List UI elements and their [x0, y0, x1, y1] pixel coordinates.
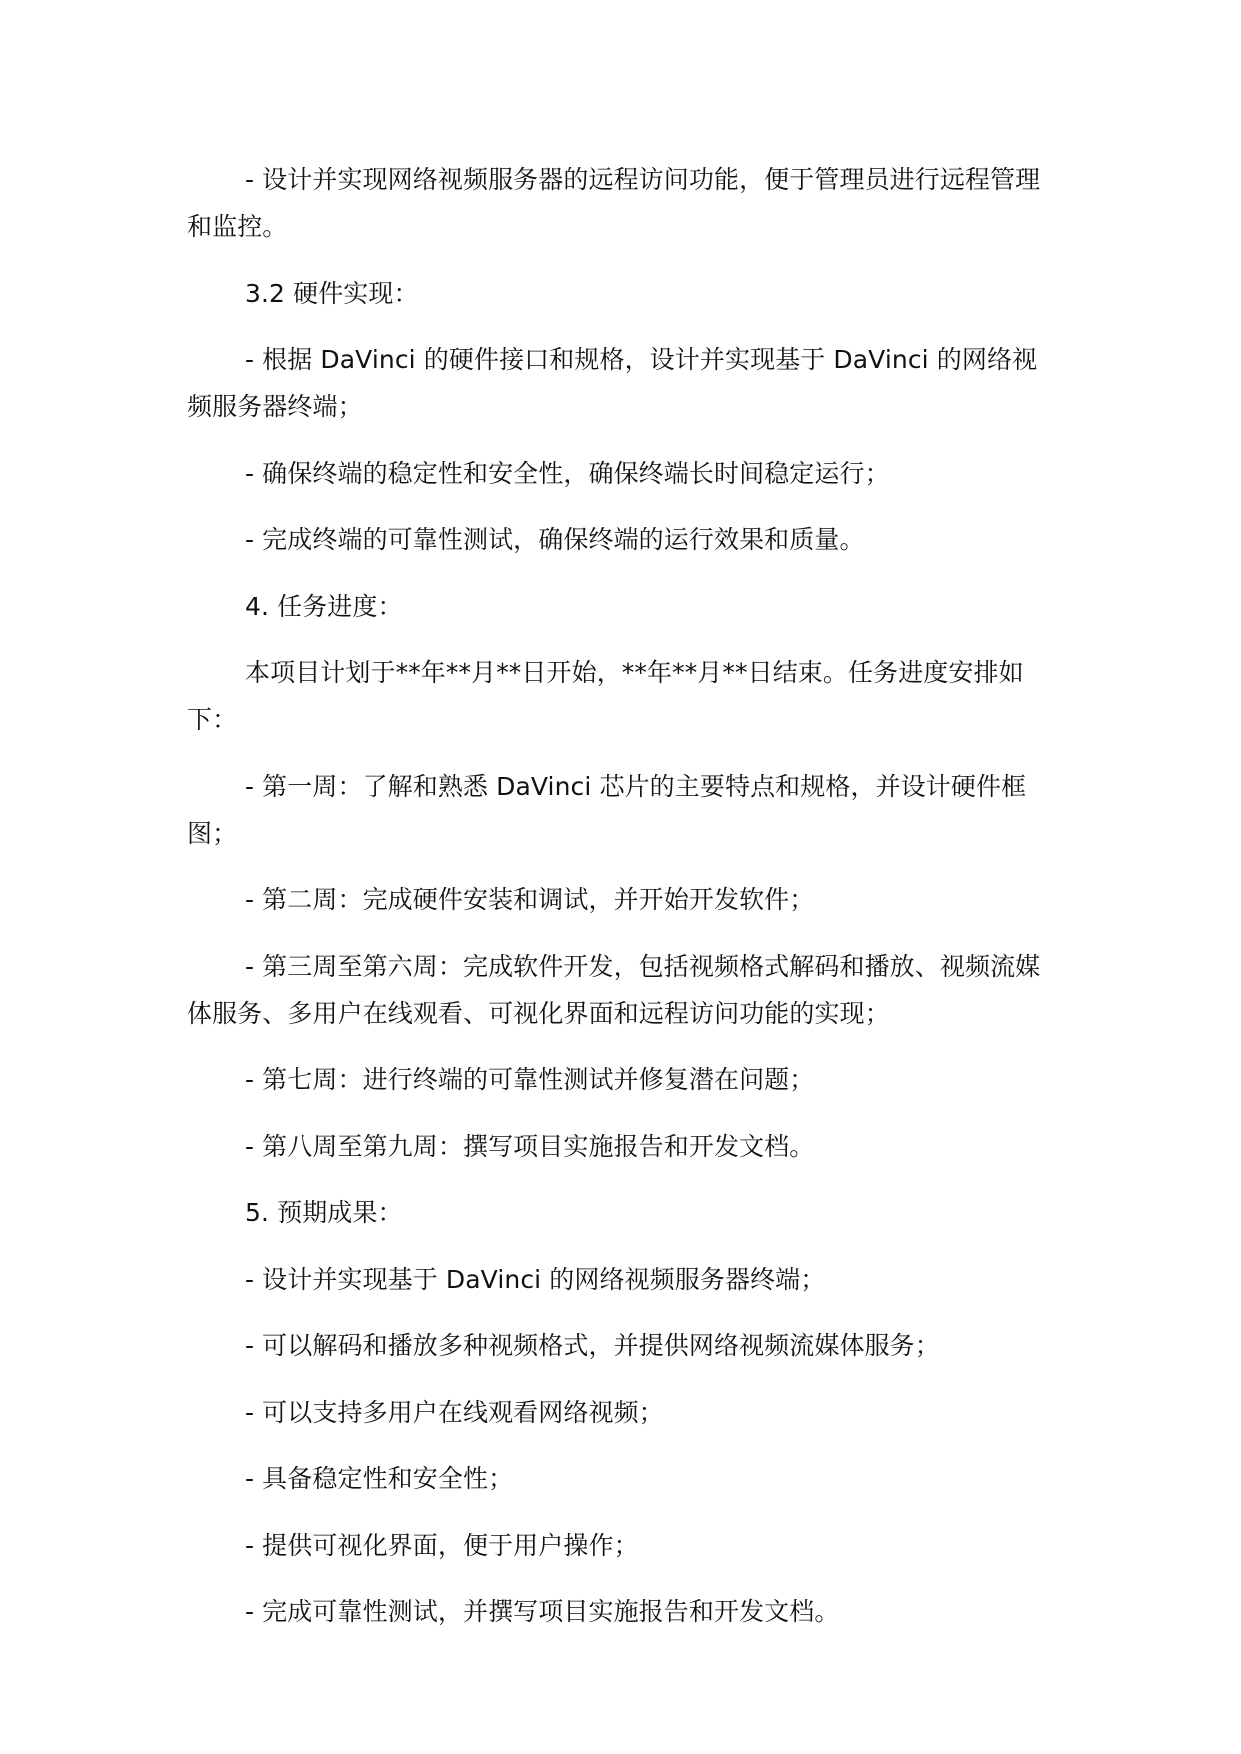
schedule-weeks-eight-to-nine: - 第八周至第九周：撰写项目实施报告和开发文档。 [245, 1131, 815, 1161]
result-item-terminal: - 设计并实现基于 DaVinci 的网络视频服务器终端； [245, 1264, 826, 1294]
section-heading-task-progress: 4. 任务进度： [245, 591, 403, 621]
schedule-week-seven: - 第七周：进行终端的可靠性测试并修复潜在问题； [245, 1065, 815, 1094]
result-item-visual-interface: - 提供可视化界面，便于用户操作； [245, 1530, 639, 1560]
list-item-davinci-terminal-design: - 根据 DaVinci 的硬件接口和规格，设计并实现基于 DaVinci 的网络视频服务器终端； [187, 345, 1038, 421]
list-item-stability-security: - 确保终端的稳定性和安全性，确保终端长时间稳定运行； [245, 458, 890, 488]
section-heading-hardware-implementation: 3.2 硬件实现： [245, 278, 419, 308]
list-item-reliability-test: - 完成终端的可靠性测试，确保终端的运行效果和质量。 [245, 525, 865, 554]
progress-intro-paragraph: 本项目计划于**年**月**日开始，**年**月**日结束。任务进度安排如下： [187, 658, 1024, 734]
result-item-stability-security: - 具备稳定性和安全性； [245, 1464, 514, 1493]
result-item-reports: - 完成可靠性测试，并撰写项目实施报告和开发文档。 [245, 1597, 840, 1626]
schedule-week-one: - 第一周：了解和熟悉 DaVinci 芯片的主要特点和规格，并设计硬件框图； [187, 771, 1027, 848]
result-item-video-formats: - 可以解码和播放多种视频格式，并提供网络视频流媒体服务； [245, 1331, 940, 1360]
section-heading-expected-results: 5. 预期成果： [245, 1198, 403, 1227]
document-body [187, 156, 1057, 1655]
schedule-week-two: - 第二周：完成硬件安装和调试，并开始开发软件； [245, 885, 815, 914]
schedule-weeks-three-to-six: - 第三周至第六周：完成软件开发，包括视频格式解码和播放、视频流媒体服务、多用户在线观看、可视化界面和远程访问功能的实现； [187, 951, 1041, 1028]
list-item-remote-access: - 设计并实现网络视频服务器的远程访问功能，便于管理员进行远程管理和监控。 [187, 165, 1041, 241]
result-item-multi-user: - 可以支持多用户在线观看网络视频； [245, 1397, 664, 1427]
